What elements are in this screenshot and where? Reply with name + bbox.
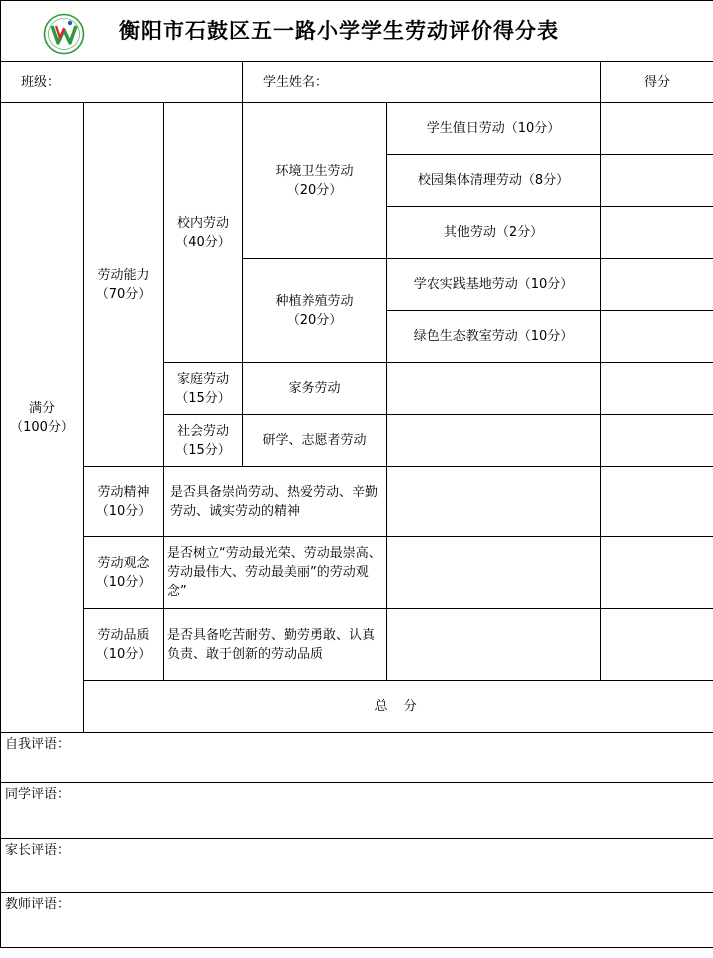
family-labor-label: 家庭劳动 <box>176 371 229 387</box>
score-input-social[interactable] <box>601 415 713 467</box>
score-input-eco[interactable] <box>601 311 713 363</box>
planting-label: 种植养殖劳动 <box>275 293 354 309</box>
full-score-cell <box>1 103 84 733</box>
quality-blank <box>387 609 601 681</box>
score-input-campus[interactable] <box>601 155 713 207</box>
full-score-points: （100分） <box>10 419 74 435</box>
school-labor-label: 校内劳动 <box>176 215 229 231</box>
school-logo-icon <box>43 13 85 55</box>
student-name-label: 学生姓名： <box>263 74 329 90</box>
score-input-other[interactable] <box>601 207 713 259</box>
school-labor-cell <box>164 103 243 363</box>
student-name-field[interactable] <box>243 62 601 103</box>
spirit-blank <box>387 467 601 537</box>
parent-comment-label: 家长评语： <box>5 843 71 858</box>
total-label: 总 分 <box>84 681 713 733</box>
social-labor-label: 社会劳动 <box>176 423 229 439</box>
full-score-label: 满分 <box>28 400 55 416</box>
spirit-description: 是否具备崇尚劳动、热爱劳动、辛勤劳动、诚实劳动的精神 <box>164 467 387 537</box>
environment-label: 环境卫生劳动 <box>275 163 354 179</box>
quality-cell <box>84 609 164 681</box>
social-labor-cell <box>164 415 243 467</box>
score-header: 得分 <box>601 62 713 103</box>
peer-comment-field[interactable] <box>1 783 713 839</box>
school-labor-points: （40分） <box>175 234 231 250</box>
ability-points: （70分） <box>95 286 152 302</box>
planting-cell <box>243 259 387 363</box>
volunteer-blank <box>387 415 601 467</box>
quality-description: 是否具备吃苦耐劳、勤劳勇敢、认真负责、敢于创新的劳动品质 <box>164 609 387 681</box>
concept-cell <box>84 537 164 609</box>
score-input-quality[interactable] <box>601 609 713 681</box>
self-comment-field[interactable] <box>1 733 713 783</box>
family-labor-cell <box>164 363 243 415</box>
ability-cell <box>84 103 164 467</box>
campus-cleanup-item: 校园集体清理劳动（8分） <box>387 155 601 207</box>
environment-points: （20分） <box>286 182 343 198</box>
concept-description: 是否树立“劳动最光荣、劳动最崇高、劳动最伟大、劳动最美丽”的劳动观念” <box>164 537 387 609</box>
self-comment-label: 自我评语： <box>5 737 71 752</box>
spirit-cell <box>84 467 164 537</box>
class-label: 班级： <box>21 74 61 90</box>
concept-label: 劳动观念 <box>97 555 150 571</box>
spirit-points: （10分） <box>95 503 152 519</box>
teacher-comment-field[interactable] <box>1 893 713 948</box>
ability-label: 劳动能力 <box>97 267 150 283</box>
duty-item: 学生值日劳动（10分） <box>387 103 601 155</box>
score-input-family[interactable] <box>601 363 713 415</box>
housework-blank <box>387 363 601 415</box>
score-input-concept[interactable] <box>601 537 713 609</box>
quality-points: （10分） <box>95 646 152 662</box>
spirit-label: 劳动精神 <box>97 484 150 500</box>
environment-cell <box>243 103 387 259</box>
planting-points: （20分） <box>286 312 343 328</box>
concept-blank <box>387 537 601 609</box>
title-cell <box>1 1 713 62</box>
peer-comment-label: 同学评语： <box>5 787 71 802</box>
parent-comment-field[interactable] <box>1 839 713 893</box>
social-labor-points: （15分） <box>175 442 231 458</box>
class-field[interactable] <box>1 62 243 103</box>
housework-item: 家务劳动 <box>243 363 387 415</box>
teacher-comment-label: 教师评语： <box>5 897 71 912</box>
eco-classroom-item: 绿色生态教室劳动（10分） <box>387 311 601 363</box>
family-labor-points: （15分） <box>175 390 231 406</box>
page-title: 衡阳市石鼓区五一路小学学生劳动评价得分表 <box>119 19 559 43</box>
farm-practice-item: 学农实践基地劳动（10分） <box>387 259 601 311</box>
other-labor-item: 其他劳动（2分） <box>387 207 601 259</box>
quality-label: 劳动品质 <box>97 627 150 643</box>
volunteer-item: 研学、志愿者劳动 <box>243 415 387 467</box>
score-input-duty[interactable] <box>601 103 713 155</box>
score-input-spirit[interactable] <box>601 467 713 537</box>
score-input-farm[interactable] <box>601 259 713 311</box>
concept-points: （10分） <box>95 574 152 590</box>
